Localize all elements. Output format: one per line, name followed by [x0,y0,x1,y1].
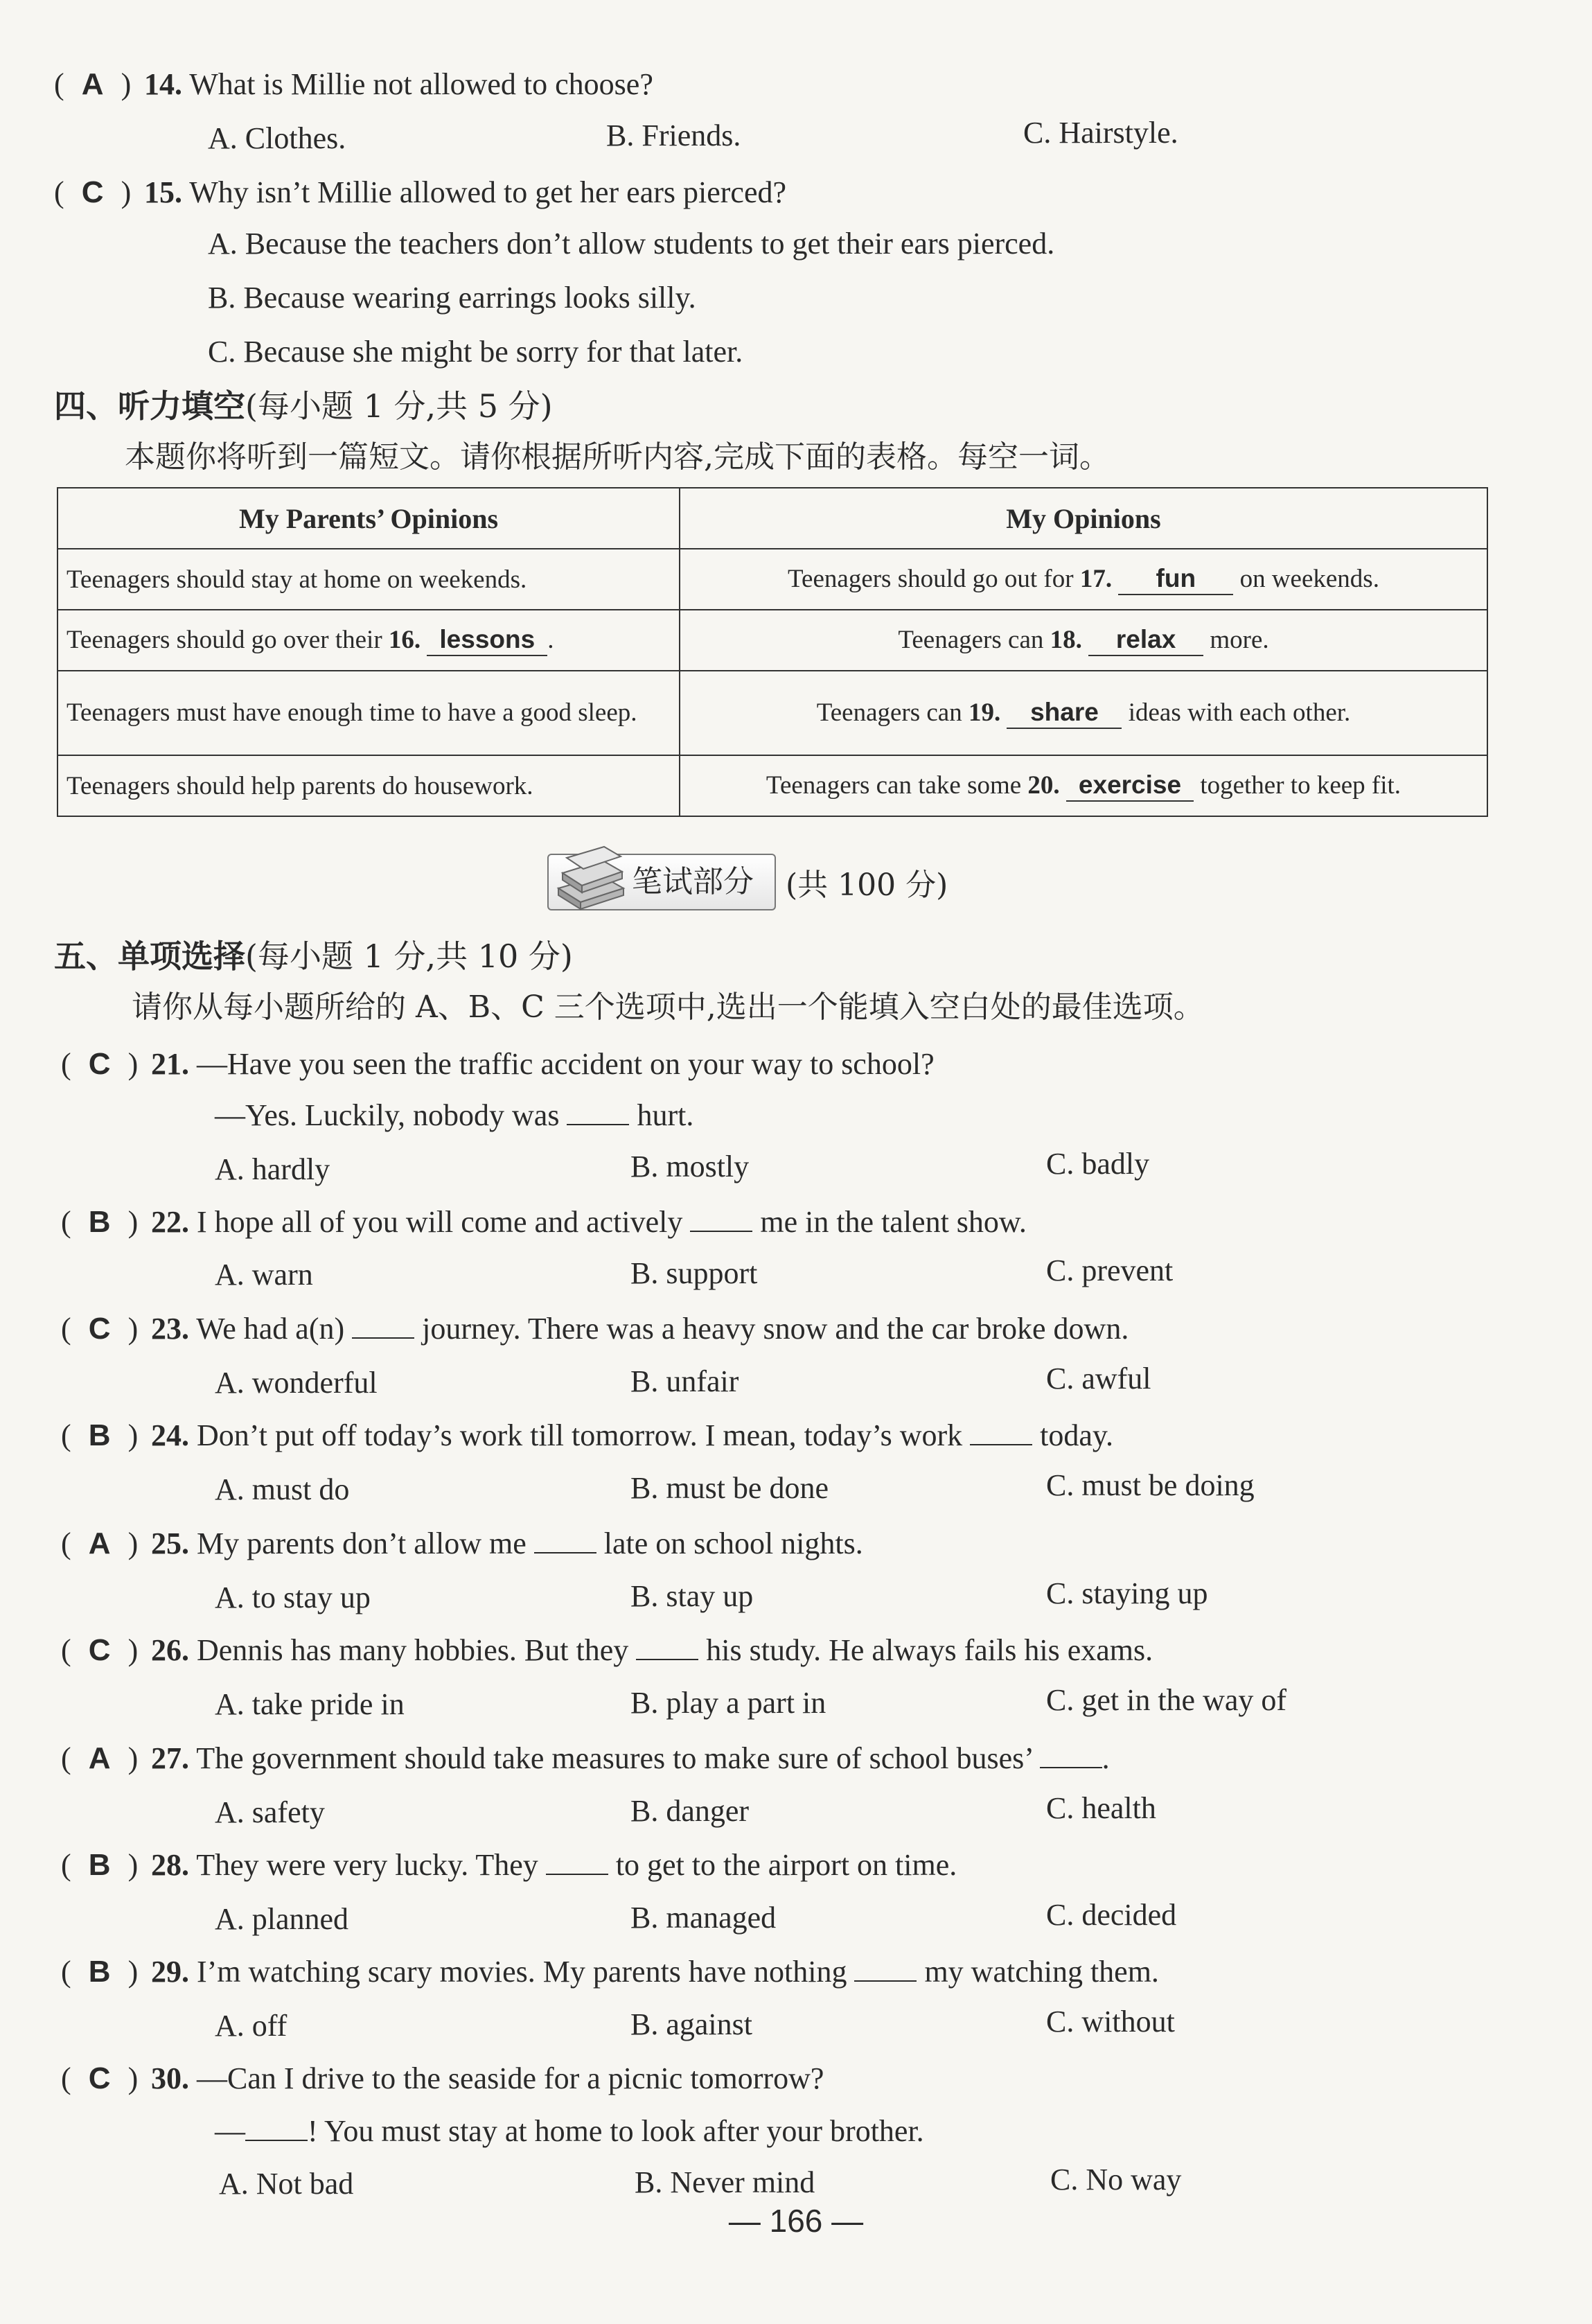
answer: A [88,1526,111,1560]
my-opinion: Teenagers can 18. relax more. [680,610,1487,671]
answer-blank: exercise [1066,770,1194,802]
option-c: C. awful [1046,1362,1151,1396]
question-15: ( C ) 15. Why isn’t Millie allowed to get her ears pierced? [54,172,786,213]
page-number: — 166 — [728,2203,864,2239]
option-c: C. staying up [1046,1576,1208,1610]
question-26: ( C ) 26. Dennis has many hobbies. But they his study. He always fails his exams. [61,1630,1153,1671]
parent-opinion: Teenagers should help parents do housework. [58,755,680,816]
answer-blank [567,1096,629,1125]
option-b: B. mostly [630,1150,750,1183]
question-30: ( C ) 30. —Can I drive to the seaside for a picnic tomorrow? [61,2058,824,2099]
option-b: B. against [630,2007,752,2041]
option-c: C. Because she might be sorry for that later. [208,335,743,369]
section-5-title: 五、单项选择(每小题 1 分,共 10 分) [54,937,573,975]
banner-label: 笔试部分 [632,864,754,899]
option-c: C. get in the way of [1046,1683,1287,1717]
question-21-line2: —Yes. Luckily, nobody was hurt. [215,1095,693,1136]
option-c: C. badly [1046,1147,1150,1181]
section-5-instruction: 请你从每小题所给的 A、B、C 三个选项中,选出一个能填入空白处的最佳选项。 [132,989,1204,1025]
option-a: A. hardly [215,1152,330,1186]
table-row [58,549,1487,610]
option-a: A. warn [215,1258,313,1292]
question-25: ( A ) 25. My parents don’t allow me late on school nights. [61,1523,863,1565]
option-b: B. unfair [630,1364,739,1398]
option-a: A. Not bad [219,2167,354,2201]
option-a: A. to stay up [215,1581,371,1614]
question-24: ( B ) 24. Don’t put off today’s work till tomorrow. I mean, today’s work today. [61,1415,1113,1456]
option-a: A. Because the teachers don’t allow students to get their ears pierced. [208,227,1055,261]
option-b: B. Friends. [606,118,741,152]
table-row [58,610,1487,671]
answer: B [88,1205,111,1239]
answer: B [88,1418,111,1452]
question-22: ( B ) 22. I hope all of you will come and actively me in the talent show. [61,1201,1027,1243]
option-a: A. planned [215,1902,349,1936]
answer: C [88,1312,111,1346]
answer-blank: share [1007,697,1122,729]
answer-blank: relax [1088,624,1203,656]
answer: B [88,1955,111,1989]
parent-opinion: Teenagers should go over their 16. lessons . [58,610,680,671]
answer-blank [1040,1739,1102,1768]
answer-blank [636,1631,698,1660]
header-my-opinions: My Opinions [680,488,1487,549]
parent-opinion: Teenagers should stay at home on weekends. [58,549,680,610]
answer: C [88,2061,111,2095]
question-27: ( A ) 27. The government should take measures to make sure of school buses’ . [61,1738,1110,1779]
answer: C [81,175,104,209]
answer-blank [854,1953,917,1982]
answer-blank [546,1846,608,1875]
question-30-line2: — ! You must stay at home to look after your brother. [215,2111,924,2152]
question-21: ( C ) 21. —Have you seen the traffic accident on your way to school? [61,1044,935,1085]
parent-opinion: Teenagers must have enough time to have a good sleep. [58,671,680,755]
option-a: A. must do [215,1472,350,1506]
option-b: B. Because wearing earrings looks silly. [208,281,696,315]
option-a: A. take pride in [215,1687,405,1721]
option-b: B. Never mind [635,2165,815,2199]
answer: A [81,67,104,101]
option-a: A. off [215,2009,288,2043]
option-b: B. danger [630,1794,750,1828]
opinions-table [57,487,1488,817]
books-icon [553,845,629,915]
header-parents-opinions: My Parents’ Opinions [58,488,680,549]
answer-blank: fun [1118,563,1233,595]
option-a: A. wonderful [215,1366,378,1400]
answer-blank [690,1203,752,1232]
question-14: ( A ) 14. What is Millie not allowed to choose? [54,64,653,105]
answer: A [88,1741,111,1775]
option-c: C. prevent [1046,1253,1174,1287]
banner-box [547,854,776,910]
my-opinion: Teenagers can 19. share ideas with each other. [680,671,1487,755]
question-23: ( C ) 23. We had a(n) journey. There was a heavy snow and the car broke down. [61,1308,1129,1350]
option-b: B. must be done [630,1471,829,1505]
answer: C [88,1633,111,1667]
answer: C [88,1047,111,1081]
written-part-banner [547,851,948,913]
option-b: B. managed [630,1901,777,1935]
option-b: B. play a part in [630,1686,826,1720]
banner-score: (共 100 分) [786,868,948,903]
option-b: B. support [630,1256,758,1290]
option-a: A. Clothes. [208,121,346,155]
option-c: C. decided [1046,1898,1177,1932]
answer-blank: lessons [427,624,547,656]
table-row [58,671,1487,755]
question-number: 14. [144,67,182,101]
answer-blank [970,1416,1032,1445]
question-28: ( B ) 28. They were very lucky. They to get to the airport on time. [61,1845,957,1886]
my-opinion: Teenagers should go out for 17. fun on weekends. [680,549,1487,610]
my-opinion: Teenagers can take some 20. exercise together to keep fit. [680,755,1487,816]
option-b: B. stay up [630,1579,754,1613]
option-c: C. Hairstyle. [1023,116,1178,150]
answer-blank [352,1310,414,1339]
answer-blank [534,1524,596,1553]
table-row [58,755,1487,816]
option-c: C. No way [1050,2163,1182,2197]
question-number: 15. [144,175,182,209]
answer-blank [245,2112,308,2141]
option-a: A. safety [215,1795,325,1829]
section-4-title: 四、听力填空(每小题 1 分,共 5 分) [54,387,553,425]
question-29: ( B ) 29. I’m watching scary movies. My parents have nothing my watching them. [61,1951,1159,1993]
answer: B [88,1848,111,1882]
option-c: C. health [1046,1791,1156,1825]
option-c: C. without [1046,2005,1175,2039]
section-4-instruction: 本题你将听到一篇短文。请你根据所听内容,完成下面的表格。每空一词。 [125,439,1110,475]
question-text: What is Millie not allowed to choose? [189,67,653,101]
option-c: C. must be doing [1046,1468,1255,1502]
question-text: Why isn’t Millie allowed to get her ears pierced? [189,175,786,209]
